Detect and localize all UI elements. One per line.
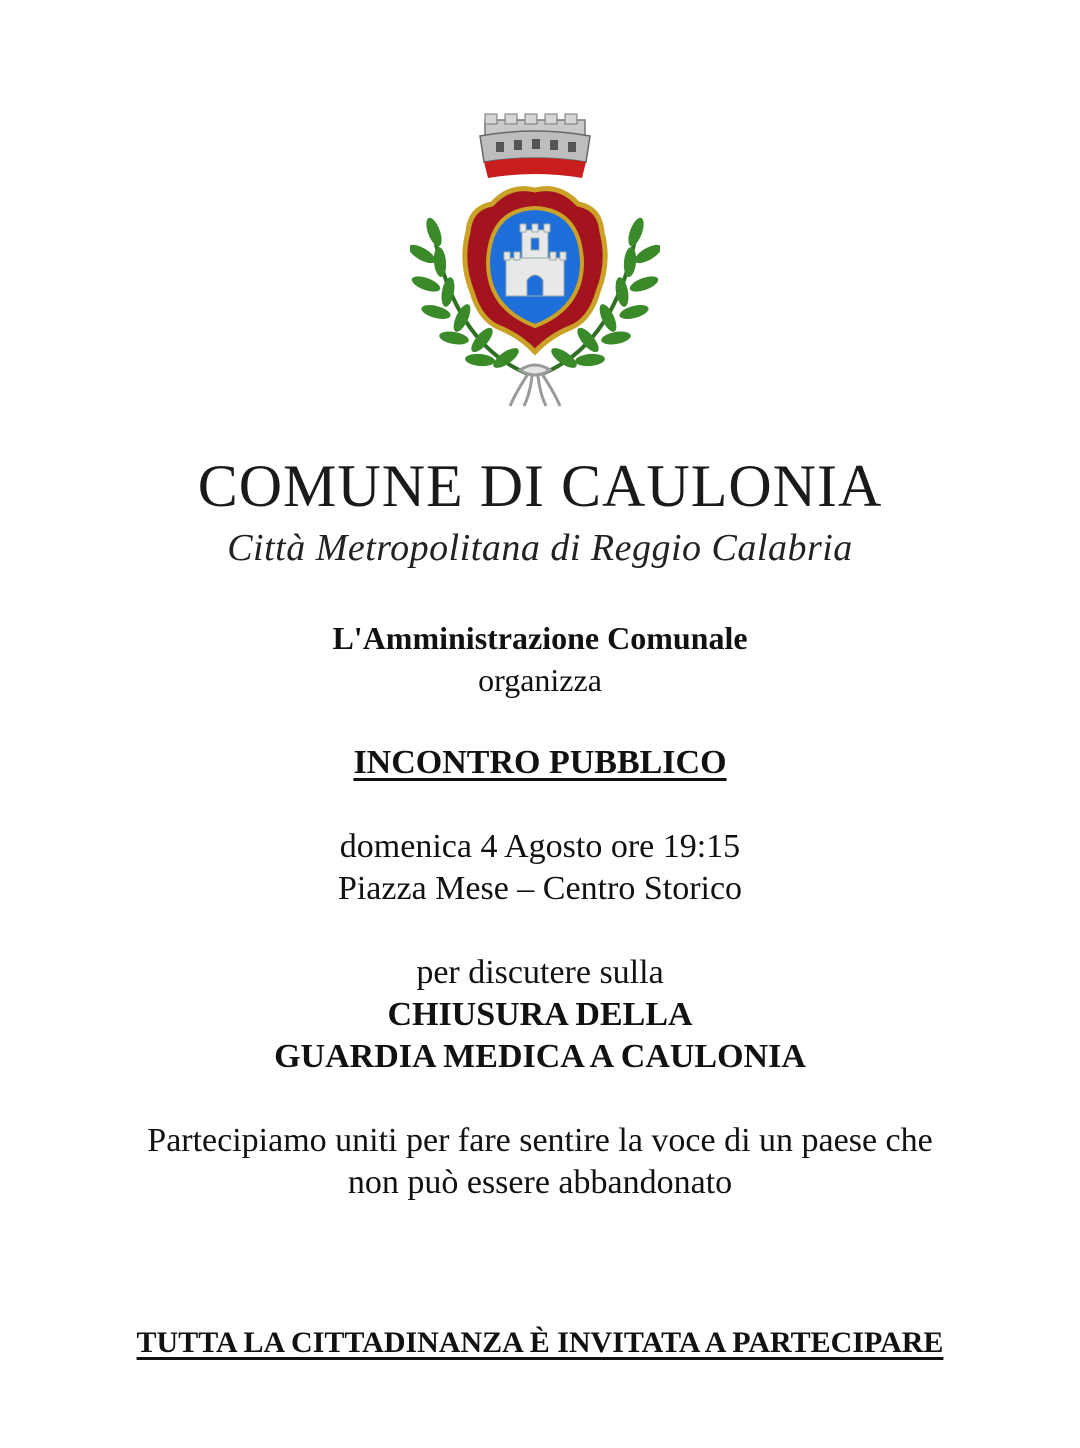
crown-icon — [480, 114, 590, 178]
coat-of-arms-emblem — [410, 112, 660, 412]
appeal-line-1: Partecipiamo uniti per fare sentire la voce di un paese che — [147, 1122, 933, 1159]
purpose-intro: per discutere sulla — [416, 954, 664, 991]
event-location: Piazza Mese – Centro Storico — [337, 870, 743, 907]
municipality-title: COMUNE DI CAULONIA — [197, 453, 883, 519]
event-title: INCONTRO PUBBLICO — [353, 744, 727, 781]
topic-line-1: CHIUSURA DELLA — [387, 996, 693, 1033]
shield-icon — [465, 189, 605, 352]
topic-line-2: GUARDIA MEDICA A CAULONIA — [274, 1038, 806, 1075]
event-date-time: domenica 4 Agosto ore 19:15 — [339, 828, 741, 865]
appeal-line-2: non può essere abbandonato — [347, 1164, 733, 1201]
citizen-invitation: TUTTA LA CITTADINANZA È INVITATA A PARTECIPARE — [136, 1326, 944, 1359]
municipality-subtitle: Città Metropolitana di Reggio Calabria — [227, 527, 853, 569]
organizer: L'Amministrazione Comunale — [332, 620, 748, 656]
organizer-verb: organizza — [478, 662, 602, 698]
